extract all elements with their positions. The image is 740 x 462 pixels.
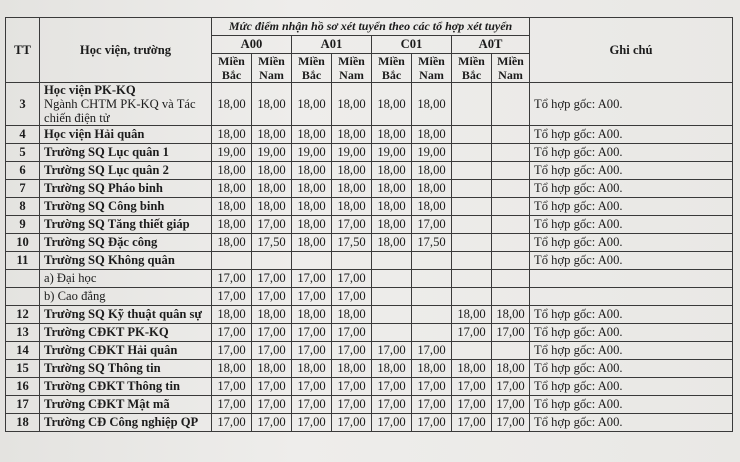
school-name: Trường SQ Tăng thiết giáp (44, 217, 190, 231)
header-north: Miền Bắc (452, 54, 492, 83)
score-cell: 17,00 (212, 396, 252, 414)
table-row (6, 180, 733, 198)
score-cell: 18,00 (292, 83, 332, 126)
school-name: Trường SQ Kỹ thuật quân sự (44, 307, 202, 321)
score-cell: 17,00 (212, 378, 252, 396)
score-cell: 18,00 (292, 198, 332, 216)
school-name: Trường CĐKT Hải quân (44, 343, 178, 357)
table-row (6, 288, 733, 306)
score-cell: 18,00 (212, 234, 252, 252)
score-cell (492, 162, 530, 180)
score-cell: 17,00 (292, 288, 332, 306)
score-cell: 18,00 (252, 360, 292, 378)
school-name: Trường CĐKT Thông tin (44, 379, 180, 393)
row-number (6, 270, 40, 288)
score-cell: 18,00 (332, 180, 372, 198)
note-cell: Tổ hợp gốc: A00. (530, 360, 733, 378)
note-cell (530, 288, 733, 306)
score-cell (372, 288, 412, 306)
score-cell: 17,00 (292, 414, 332, 432)
note-cell: Tổ hợp gốc: A00. (530, 83, 733, 126)
score-cell (372, 270, 412, 288)
score-cell: 18,00 (252, 126, 292, 144)
note-cell: Tổ hợp gốc: A00. (530, 342, 733, 360)
note-cell: Tổ hợp gốc: A00. (530, 198, 733, 216)
row-number: 13 (6, 324, 40, 342)
school-name: Trường CĐKT Mật mã (44, 397, 170, 411)
table-row (6, 342, 733, 360)
score-cell: 19,00 (252, 144, 292, 162)
score-cell (492, 144, 530, 162)
row-number: 8 (6, 198, 40, 216)
row-number: 12 (6, 306, 40, 324)
school-cell (40, 414, 212, 432)
score-cell (412, 324, 452, 342)
table-row (6, 216, 733, 234)
score-cell (492, 180, 530, 198)
header-north: Miền Bắc (212, 54, 252, 83)
score-cell (412, 252, 452, 270)
row-number (6, 288, 40, 306)
table-row (6, 83, 733, 126)
school-cell (40, 234, 212, 252)
score-cell: 18,00 (372, 234, 412, 252)
score-cell (492, 270, 530, 288)
score-cell: 19,00 (372, 144, 412, 162)
score-cell (492, 252, 530, 270)
note-cell: Tổ hợp gốc: A00. (530, 126, 733, 144)
score-cell (452, 234, 492, 252)
score-cell (412, 288, 452, 306)
score-cell: 18,00 (452, 306, 492, 324)
school-cell (40, 378, 212, 396)
score-cell (372, 306, 412, 324)
score-cell: 17,50 (412, 234, 452, 252)
program-name: b) Cao đẳng (40, 288, 212, 306)
score-cell (452, 198, 492, 216)
score-cell: 18,00 (252, 306, 292, 324)
header-combo-c01: C01 (372, 36, 452, 54)
score-cell: 18,00 (372, 126, 412, 144)
score-cell: 18,00 (412, 360, 452, 378)
school-name: Trường SQ Công binh (44, 199, 165, 213)
table-row (6, 270, 733, 288)
school-cell (40, 180, 212, 198)
score-cell: 18,00 (212, 126, 252, 144)
header-combo-a0t: A0T (452, 36, 530, 54)
score-cell: 17,00 (412, 414, 452, 432)
score-cell: 18,00 (332, 83, 372, 126)
score-cell: 17,00 (412, 342, 452, 360)
school-cell (40, 216, 212, 234)
note-cell (530, 270, 733, 288)
score-cell: 17,00 (452, 378, 492, 396)
table-row (6, 306, 733, 324)
score-cell: 18,00 (212, 360, 252, 378)
school-name: Trường SQ Không quân (44, 253, 175, 267)
score-cell (452, 126, 492, 144)
table-row (6, 360, 733, 378)
school-cell (40, 360, 212, 378)
header-south: Miền Nam (492, 54, 530, 83)
score-cell: 18,00 (412, 162, 452, 180)
score-cell (452, 162, 492, 180)
note-cell: Tổ hợp gốc: A00. (530, 216, 733, 234)
score-cell: 18,00 (332, 162, 372, 180)
score-cell: 17,00 (492, 396, 530, 414)
school-name: Học viện PK-KQ (44, 83, 136, 97)
score-cell (492, 288, 530, 306)
score-cell: 17,00 (332, 216, 372, 234)
score-cell: 17,00 (332, 324, 372, 342)
score-cell: 18,00 (372, 180, 412, 198)
score-cell: 18,00 (292, 234, 332, 252)
score-cell (452, 83, 492, 126)
note-cell: Tổ hợp gốc: A00. (530, 306, 733, 324)
score-cell: 19,00 (412, 144, 452, 162)
score-cell: 18,00 (292, 360, 332, 378)
score-cell: 18,00 (492, 306, 530, 324)
score-cell: 18,00 (292, 306, 332, 324)
note-cell: Tổ hợp gốc: A00. (530, 396, 733, 414)
header-tt: TT (6, 18, 40, 83)
row-number: 5 (6, 144, 40, 162)
header-note: Ghi chú (530, 18, 733, 83)
score-cell: 17,00 (252, 216, 292, 234)
row-number: 3 (6, 83, 40, 126)
score-cell (492, 216, 530, 234)
score-cell (452, 342, 492, 360)
score-cell: 18,00 (372, 198, 412, 216)
score-cell: 19,00 (332, 144, 372, 162)
score-cell: 18,00 (212, 83, 252, 126)
score-cell: 19,00 (292, 144, 332, 162)
table-row (6, 396, 733, 414)
school-cell (40, 306, 212, 324)
table-row (6, 144, 733, 162)
row-number: 7 (6, 180, 40, 198)
row-number: 16 (6, 378, 40, 396)
score-cell: 18,00 (252, 162, 292, 180)
header-school: Học viện, trường (40, 18, 212, 83)
score-cell: 18,00 (212, 162, 252, 180)
score-cell (332, 252, 372, 270)
header-combo-a01: A01 (292, 36, 372, 54)
row-number: 11 (6, 252, 40, 270)
school-cell (40, 342, 212, 360)
table-row (6, 414, 733, 432)
score-cell: 17,00 (292, 324, 332, 342)
score-cell: 18,00 (332, 126, 372, 144)
score-cell: 18,00 (332, 306, 372, 324)
header-south: Miền Nam (412, 54, 452, 83)
program-name: Ngành CHTM PK-KQ và Tác chiến điện tử (44, 97, 196, 125)
score-cell: 18,00 (252, 180, 292, 198)
header-combo-a00: A00 (212, 36, 292, 54)
score-cell: 18,00 (212, 180, 252, 198)
score-cell: 18,00 (372, 83, 412, 126)
score-cell: 17,00 (292, 396, 332, 414)
header-south: Miền Nam (252, 54, 292, 83)
score-cell: 17,00 (452, 324, 492, 342)
school-name: Học viện Hải quân (44, 127, 145, 141)
school-name: Trường SQ Lục quân 2 (44, 163, 169, 177)
score-cell: 18,00 (332, 360, 372, 378)
note-cell: Tổ hợp gốc: A00. (530, 234, 733, 252)
score-cell (452, 180, 492, 198)
score-cell: 18,00 (252, 83, 292, 126)
score-cell: 17,00 (332, 342, 372, 360)
score-cell: 18,00 (372, 360, 412, 378)
score-cell: 18,00 (332, 198, 372, 216)
score-cell (452, 216, 492, 234)
score-cell: 18,00 (212, 216, 252, 234)
score-cell (452, 288, 492, 306)
row-number: 15 (6, 360, 40, 378)
score-cell: 19,00 (212, 144, 252, 162)
score-cell: 17,50 (252, 234, 292, 252)
header-row-1 (6, 18, 733, 36)
score-cell (292, 252, 332, 270)
school-cell (40, 126, 212, 144)
score-cell: 17,00 (252, 378, 292, 396)
score-cell: 18,00 (452, 360, 492, 378)
score-cell: 17,00 (212, 270, 252, 288)
table-row (6, 162, 733, 180)
program-name: a) Đại học (40, 270, 212, 288)
score-cell: 18,00 (372, 216, 412, 234)
row-number: 9 (6, 216, 40, 234)
note-cell: Tổ hợp gốc: A00. (530, 162, 733, 180)
score-cell: 17,00 (372, 378, 412, 396)
row-number: 17 (6, 396, 40, 414)
school-cell (40, 324, 212, 342)
school-name: Trường CĐ Công nghiệp QP (44, 415, 199, 429)
score-cell: 17,00 (412, 396, 452, 414)
header-score-group: Mức điểm nhận hồ sơ xét tuyển theo các tổ hợp xét tuyển (212, 18, 530, 36)
score-cell: 18,00 (492, 360, 530, 378)
score-cell: 18,00 (292, 162, 332, 180)
score-cell: 17,00 (252, 288, 292, 306)
score-cell: 18,00 (412, 83, 452, 126)
score-cell (492, 126, 530, 144)
score-cell: 18,00 (292, 216, 332, 234)
score-cell: 17,00 (212, 288, 252, 306)
score-cell (492, 83, 530, 126)
school-cell (40, 144, 212, 162)
score-cell: 17,00 (252, 414, 292, 432)
score-cell (452, 252, 492, 270)
score-cell: 17,00 (452, 414, 492, 432)
table-row (6, 198, 733, 216)
score-cell: 17,00 (292, 378, 332, 396)
note-cell: Tổ hợp gốc: A00. (530, 414, 733, 432)
school-name: Trường CĐKT PK-KQ (44, 325, 169, 339)
admission-score-table (5, 17, 733, 432)
score-cell (492, 198, 530, 216)
score-cell: 18,00 (412, 198, 452, 216)
table-body (6, 83, 733, 432)
score-cell: 17,00 (372, 342, 412, 360)
table-row (6, 324, 733, 342)
score-cell: 17,00 (252, 396, 292, 414)
score-cell: 17,00 (292, 342, 332, 360)
table-row (6, 252, 733, 270)
school-name: Trường SQ Pháo binh (44, 181, 163, 195)
score-cell: 17,00 (332, 270, 372, 288)
score-cell: 17,00 (332, 414, 372, 432)
school-cell (40, 252, 212, 270)
table-row (6, 126, 733, 144)
school-cell (40, 198, 212, 216)
row-number: 10 (6, 234, 40, 252)
score-cell: 17,00 (372, 396, 412, 414)
row-number: 4 (6, 126, 40, 144)
header-north: Miền Bắc (372, 54, 412, 83)
note-cell: Tổ hợp gốc: A00. (530, 144, 733, 162)
score-cell (492, 342, 530, 360)
score-cell: 17,00 (292, 270, 332, 288)
header-south: Miền Nam (332, 54, 372, 83)
score-cell: 18,00 (252, 198, 292, 216)
score-cell: 17,00 (252, 270, 292, 288)
score-cell: 17,00 (212, 414, 252, 432)
note-cell: Tổ hợp gốc: A00. (530, 252, 733, 270)
row-number: 14 (6, 342, 40, 360)
note-cell: Tổ hợp gốc: A00. (530, 378, 733, 396)
score-cell: 18,00 (412, 126, 452, 144)
score-cell: 17,00 (332, 288, 372, 306)
school-name: Trường SQ Đặc công (44, 235, 158, 249)
score-cell: 17,00 (252, 324, 292, 342)
score-cell: 17,00 (252, 342, 292, 360)
score-cell: 17,00 (212, 342, 252, 360)
score-cell (412, 306, 452, 324)
header-north: Miền Bắc (292, 54, 332, 83)
score-cell (212, 252, 252, 270)
school-cell (40, 162, 212, 180)
score-cell: 18,00 (292, 180, 332, 198)
score-cell: 17,00 (492, 414, 530, 432)
score-cell: 17,00 (332, 378, 372, 396)
school-name: Trường SQ Lục quân 1 (44, 145, 169, 159)
score-cell: 18,00 (212, 198, 252, 216)
school-name: Trường SQ Thông tin (44, 361, 161, 375)
score-cell: 17,00 (452, 396, 492, 414)
score-cell (372, 324, 412, 342)
table-row (6, 378, 733, 396)
score-cell: 18,00 (212, 306, 252, 324)
note-cell: Tổ hợp gốc: A00. (530, 324, 733, 342)
score-cell: 18,00 (292, 126, 332, 144)
score-cell: 17,00 (332, 396, 372, 414)
row-number: 6 (6, 162, 40, 180)
score-cell: 17,00 (212, 324, 252, 342)
score-cell: 17,00 (492, 378, 530, 396)
row-number: 18 (6, 414, 40, 432)
score-cell (452, 270, 492, 288)
score-cell: 17,00 (372, 414, 412, 432)
score-cell: 18,00 (412, 180, 452, 198)
score-cell (372, 252, 412, 270)
score-cell: 17,50 (332, 234, 372, 252)
score-cell: 17,00 (412, 378, 452, 396)
note-cell: Tổ hợp gốc: A00. (530, 180, 733, 198)
score-cell (412, 270, 452, 288)
score-cell (252, 252, 292, 270)
score-cell (452, 144, 492, 162)
score-cell: 17,00 (492, 324, 530, 342)
school-cell (40, 83, 212, 126)
table-row (6, 234, 733, 252)
score-cell (492, 234, 530, 252)
school-cell (40, 396, 212, 414)
score-cell: 18,00 (372, 162, 412, 180)
score-cell: 17,00 (412, 216, 452, 234)
